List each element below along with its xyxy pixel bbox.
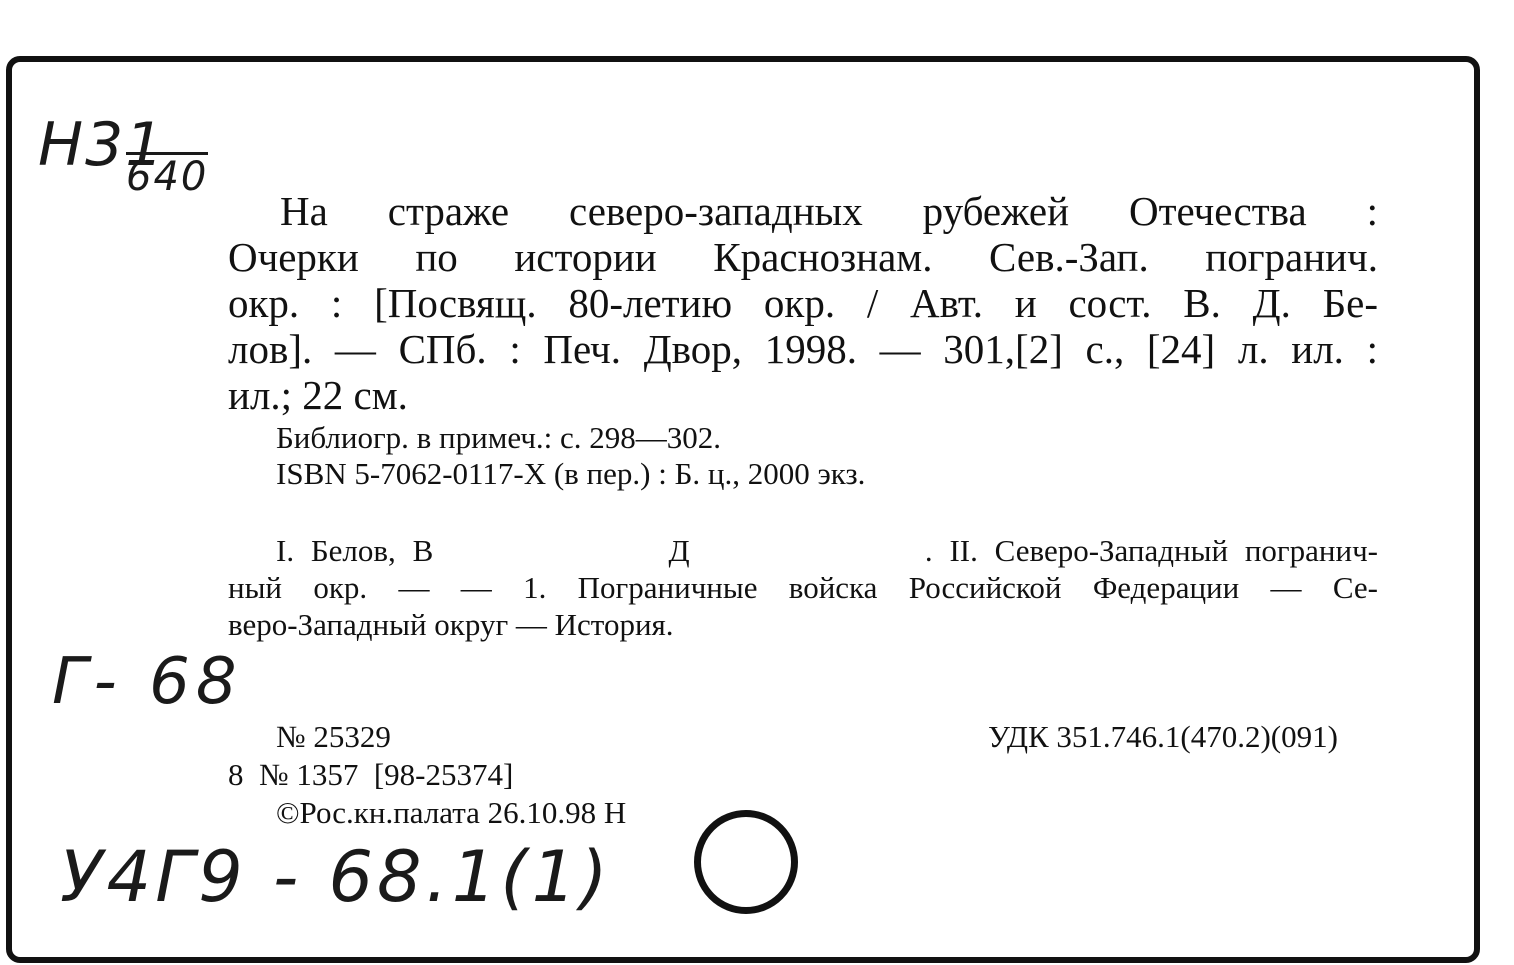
registry-publisher-stamp: ©Рос.кн.палата 26.10.98 Н (276, 795, 627, 830)
bibliography-note: Библиогр. в примеч.: с. 298—302. (276, 420, 722, 455)
description-line: лов]. — СПб. : Печ. Двор, 1998. — 301,[2] с., [24] л. ил. : (228, 326, 1378, 372)
bibliographic-description (228, 188, 1378, 418)
description-line: Очерки по истории Краснознам. Сев.-Зап. погранич. (228, 234, 1378, 280)
subject-line: веро-Западный округ — История. (228, 607, 674, 642)
stamp-circle-icon (694, 810, 798, 914)
registry-block (228, 718, 626, 832)
description-line: ил.; 22 см. (228, 372, 408, 418)
registry-number: № 25329 (276, 719, 391, 754)
description-line: окр. : [Посвящ. 80-летию окр. / Авт. и сост. В. Д. Бе- (228, 280, 1378, 326)
handwritten-shelf-code-main: H31 (38, 110, 166, 180)
handwritten-bottom-code: У4Г9 - 68.1(1) (60, 836, 612, 918)
handwritten-shelf-code-sub: 640 (126, 154, 209, 200)
handwritten-classification-code: Г- 68 (52, 645, 243, 719)
description-line: На страже северо-западных рубежей Отечества : (280, 188, 1378, 234)
subject-line: ный окр. — — 1. Пограничные войска Российской Федерации — Се- (228, 570, 1378, 605)
notes-block (276, 420, 865, 492)
subject-headings (228, 532, 1378, 643)
handwritten-shelf-code (38, 110, 209, 200)
subject-line: I. Белов, В Д . II. Северо-Западный погранич- (276, 533, 1378, 568)
isbn-note: ISBN 5-7062-0117-X (в пер.) : Б. ц., 2000 экз. (276, 456, 866, 491)
udk-code: УДК 351.746.1(470.2)(091) (988, 719, 1338, 754)
registry-card-number: 8 № 1357 [98-25374] (228, 757, 514, 792)
